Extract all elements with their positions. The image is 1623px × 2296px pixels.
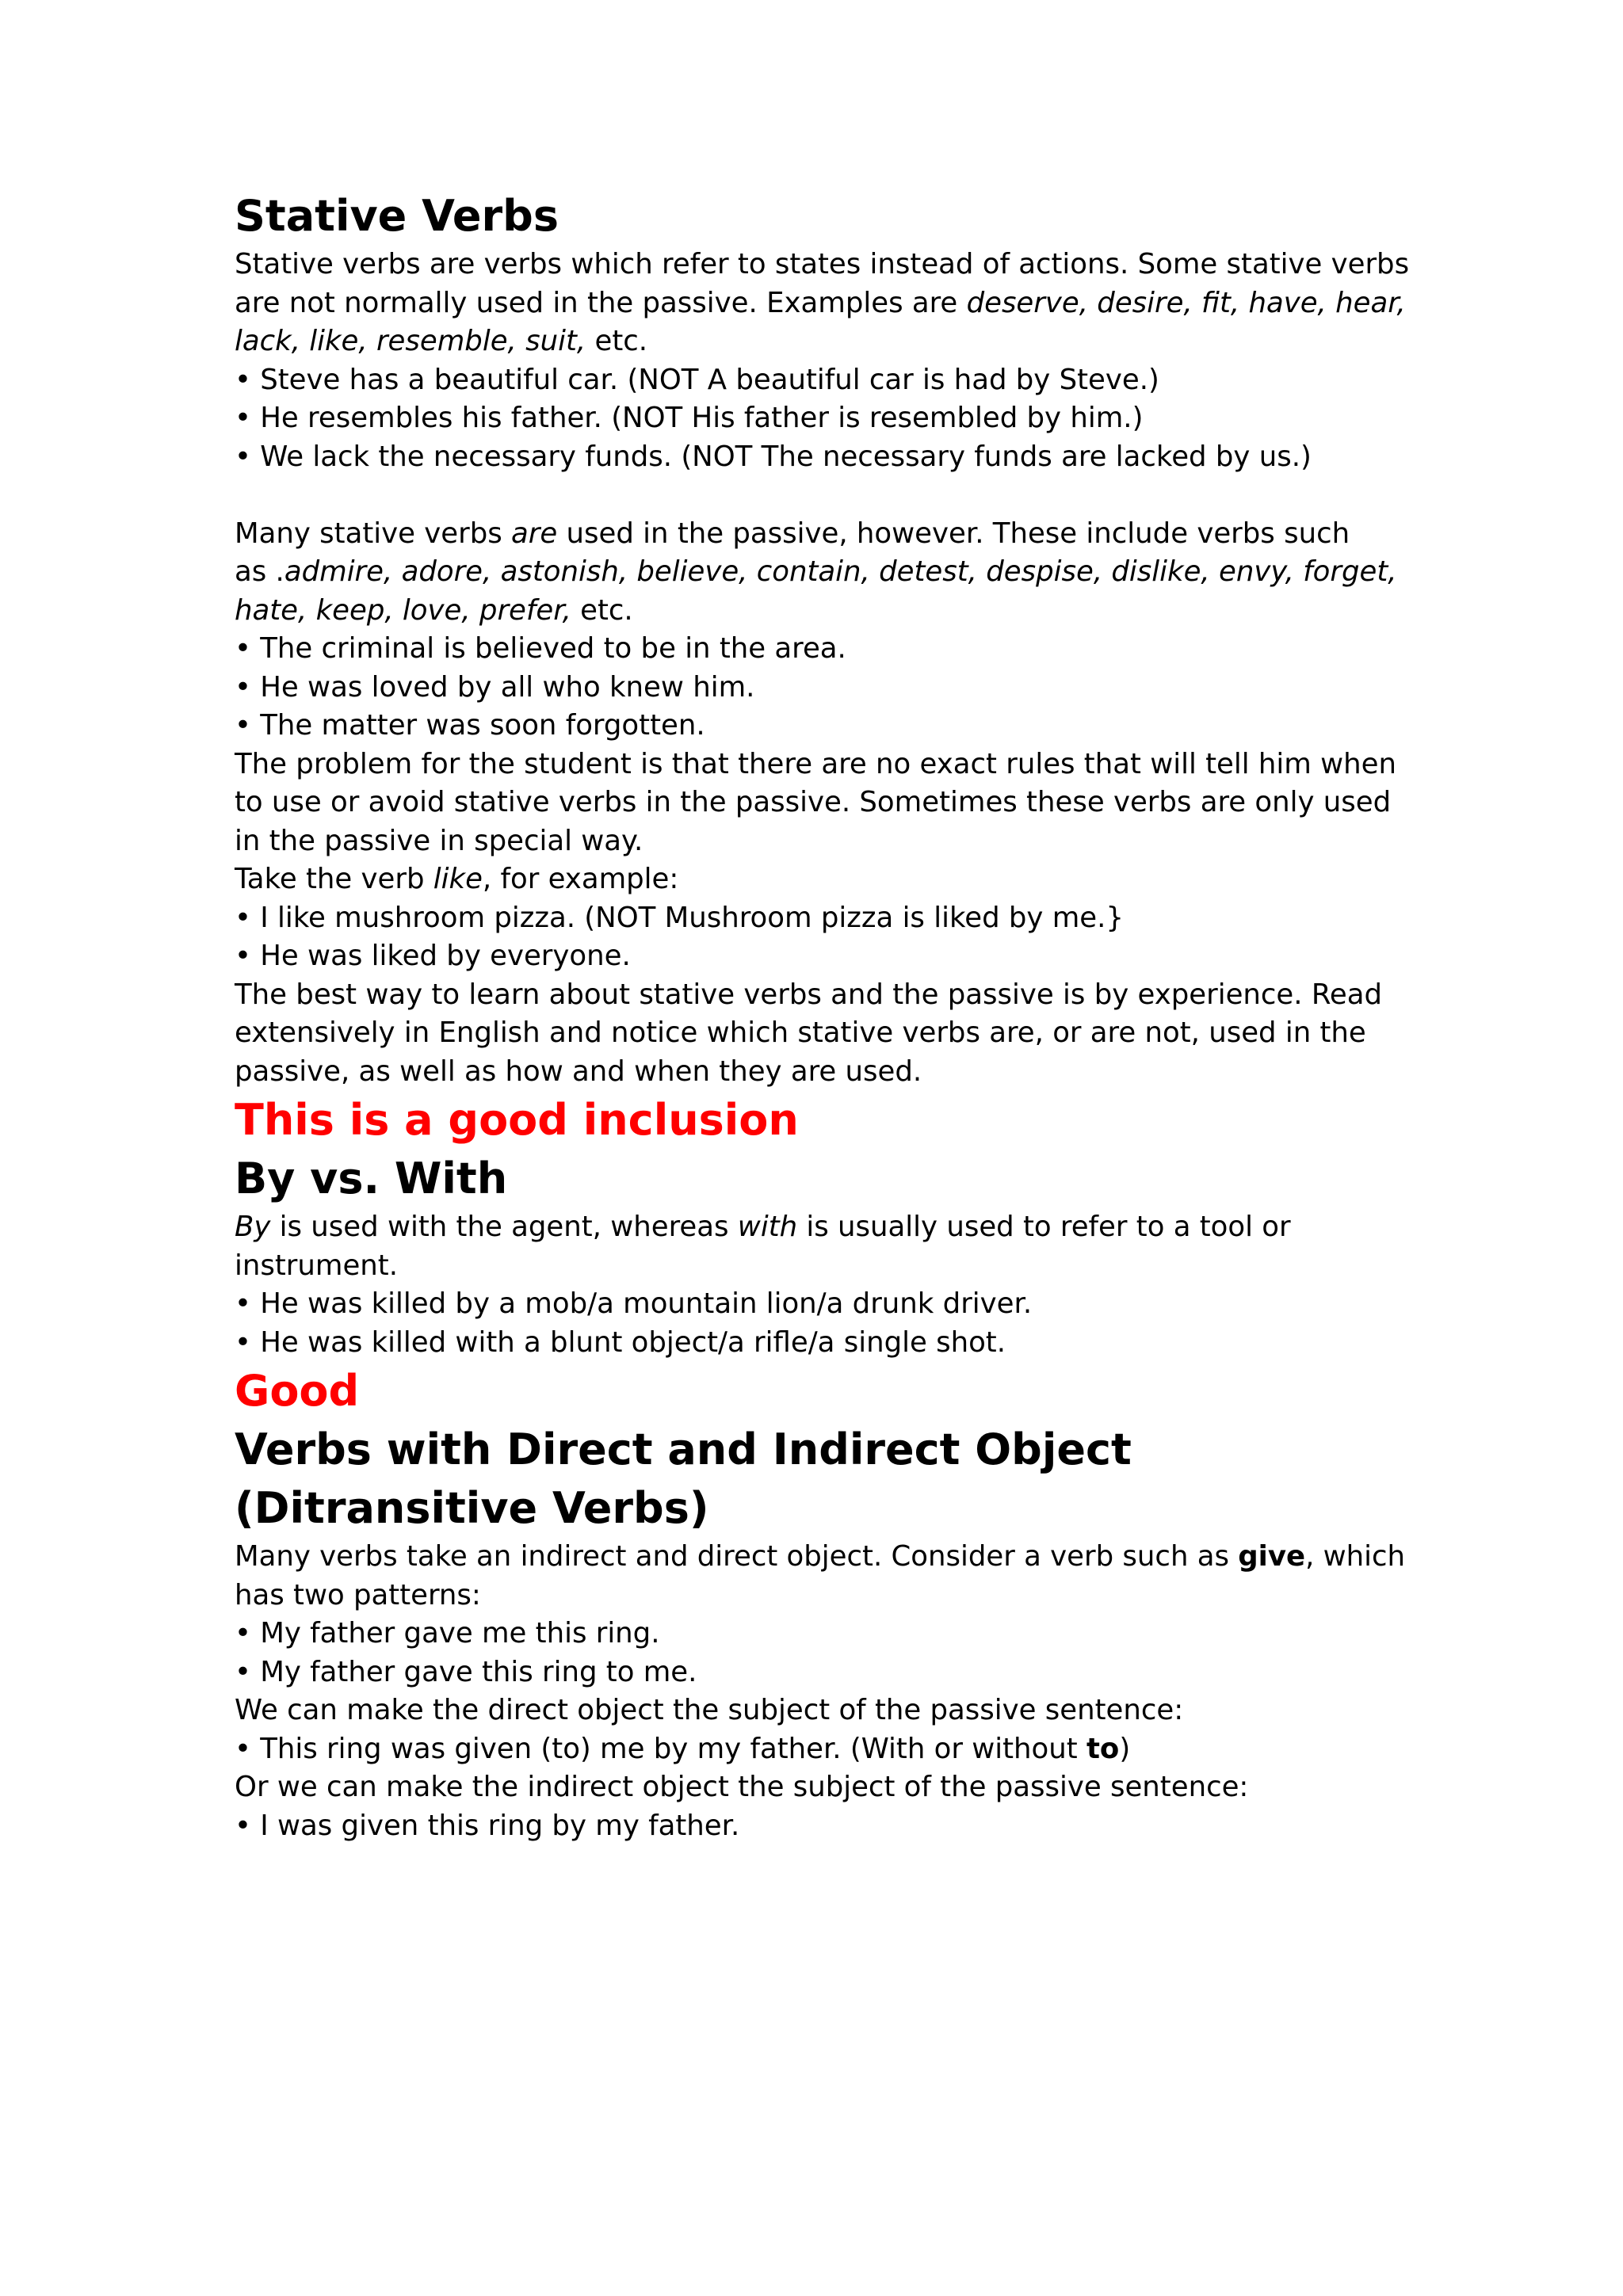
heading-ditransitive-line-2: (Ditransitive Verbs): [235, 1483, 709, 1533]
intro-line-3: [235, 322, 1407, 361]
list-item: • The matter was soon forgotten.: [235, 709, 705, 742]
problem-line-1: The problem for the student is that there are no exact rules that will tell him when: [235, 747, 1396, 780]
b3-to: to: [1086, 1732, 1120, 1765]
list-item: • He was killed with a blunt object/a rifle/a single shot.: [235, 1325, 1006, 1359]
list-item: • He was loved by all who knew him.: [235, 670, 755, 704]
byvs-line-1: [235, 1208, 1407, 1247]
many-line-2: [235, 553, 1407, 592]
direct-object-line: We can make the direct object the subject of the passive sentence:: [235, 1694, 1184, 1726]
heading-stative-verbs: Stative Verbs: [235, 191, 559, 241]
list-item: • He was liked by everyone.: [235, 940, 631, 972]
list-item: • He was killed by a mob/a mountain lion/a drunk driver.: [235, 1287, 1033, 1320]
list-item: • He resembles his father. (NOT His father is resembled by him.): [235, 402, 1144, 434]
b3-pre: • This ring was given (to) me by my father. (With or without: [235, 1732, 1086, 1765]
document-content: [235, 187, 1410, 1845]
intro-line-3-text: etc.: [586, 325, 648, 357]
many-line-2-pre: as .: [235, 555, 285, 588]
intro-line-1: Stative verbs are verbs which refer to states instead of actions. Some stative verbs: [235, 248, 1410, 280]
many-line-1-em: are: [511, 517, 558, 550]
many-line-1-pre: Many stative verbs: [235, 517, 512, 550]
ditrans-post: , which: [1305, 1540, 1406, 1573]
list-item: • I was given this ring by my father.: [235, 1809, 740, 1842]
ditrans-line-2: has two patterns:: [235, 1578, 481, 1611]
take-em: like: [433, 863, 483, 895]
many-line-3-examples: hate, keep, love, prefer,: [235, 593, 571, 627]
problem-line-3: in the passive in special way.: [235, 824, 643, 857]
intro-line-2: [235, 284, 1407, 323]
list-item: • I like mushroom pizza. (NOT Mushroom pizza is liked by me.}: [235, 901, 1125, 934]
note-good: Good: [235, 1366, 360, 1416]
heading-by-vs-with: By vs. With: [235, 1154, 508, 1203]
intro-line-2-text: are not normally used in the passive. Examples are: [235, 286, 967, 319]
list-item: • My father gave me this ring.: [235, 1617, 660, 1650]
many-line-3-post: etc.: [571, 593, 633, 627]
byvs-post: is usually used to refer to a tool or: [797, 1211, 1291, 1243]
ditrans-give: give: [1238, 1540, 1306, 1573]
indirect-object-line: Or we can make the indirect object the subject of the passive sentence:: [235, 1771, 1249, 1803]
byvs-by: By: [235, 1211, 271, 1243]
take-pre: Take the verb: [235, 863, 433, 895]
take-post: , for example:: [482, 863, 679, 895]
intro-line-3-examples: lack, like, resemble, suit,: [235, 325, 586, 357]
best-line-1: The best way to learn about stative verbs and the passive is by experience. Read: [235, 978, 1383, 1011]
list-item: • My father gave this ring to me.: [235, 1655, 697, 1688]
byvs-with: with: [737, 1211, 798, 1243]
spacer: [235, 476, 1407, 515]
best-line-3: passive, as well as how and when they are used.: [235, 1055, 922, 1088]
many-line-1: [235, 515, 1407, 554]
ditrans-pre: Many verbs take an indirect and direct object. Consider a verb such as: [235, 1540, 1239, 1573]
byvs-mid: is used with the agent, whereas: [270, 1211, 738, 1243]
ditrans-line-1: [235, 1538, 1407, 1577]
list-item: • Steve has a beautiful car. (NOT A beautiful car is had by Steve.): [235, 363, 1159, 396]
byvs-line-2: instrument.: [235, 1249, 398, 1282]
many-line-1-post: used in the passive, however. These include verbs such: [557, 517, 1350, 550]
list-item: • We lack the necessary funds. (NOT The necessary funds are lacked by us.): [235, 440, 1312, 473]
list-item: [235, 1730, 1407, 1769]
heading-ditransitive-line-1: Verbs with Direct and Indirect Object: [235, 1425, 1132, 1474]
note-good-inclusion: This is a good inclusion: [235, 1095, 799, 1145]
best-line-2: extensively in English and notice which stative verbs are, or are not, used in the: [235, 1016, 1366, 1049]
list-item: • The criminal is believed to be in the area.: [235, 632, 846, 665]
b3-post: ): [1119, 1732, 1131, 1765]
many-line-2-examples: admire, adore, astonish, believe, contain, detest, despise, dislike, envy, forget,: [284, 555, 1397, 588]
intro-line-2-examples: deserve, desire, fit, have, hear,: [966, 286, 1406, 319]
many-line-3: [235, 592, 1407, 631]
problem-line-2: to use or avoid stative verbs in the passive. Sometimes these verbs are only used: [235, 786, 1392, 818]
take-line: [235, 860, 1407, 899]
